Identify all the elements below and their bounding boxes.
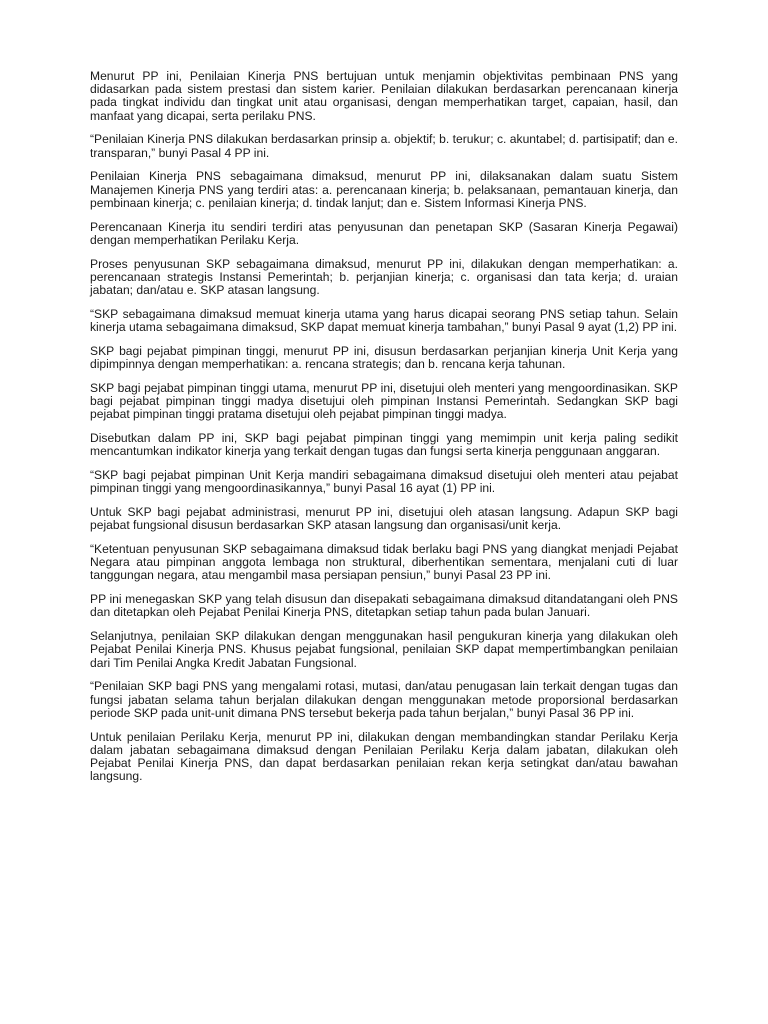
paragraph-16: Untuk penilaian Perilaku Kerja, menurut PP ini, dilakukan dengan membandingkan standar Perilaku Kerja dalam jabatan sebagaimana dimaksud dengan Penilaian Perilaku Kerja dalam jabatan, dilakukan oleh Pejabat Penilai Kinerja PNS, dan dapat berdasarkan penilaian rekan kerja setingkat dan/atau bawahan langsung. [90,729,678,784]
paragraph-12: “Ketentuan penyusunan SKP sebagaimana dimaksud tidak berlaku bagi PNS yang diangkat menjadi Pejabat Negara atau pimpinan anggota lembaga non struktural, diberhentikan sementara, menjalani cuti di luar tanggungan negara, atau mengambil masa persiapan pensiun,” bunyi Pasal 23 PP ini. [90,542,678,583]
paragraph-1: Menurut PP ini, Penilaian Kinerja PNS bertujuan untuk menjamin objektivitas pembinaan PNS yang didasarkan pada sistem prestasi dan sistem karier. Penilaian dilakukan berdasarkan perencanaan kinerja pada tingkat individu dan tingkat unit atau organisasi, dengan memperhatikan target, capaian, hasil, dan manfaat yang dicapai, serta perilaku PNS. [90,69,678,123]
paragraph-10: “SKP bagi pejabat pimpinan Unit Kerja mandiri sebagaimana dimaksud disetujui oleh menteri atau pejabat pimpinan tinggi yang mengoordinasikannya,” bunyi Pasal 16 ayat (1) PP ini. [90,468,678,496]
paragraph-14: Selanjutnya, penilaian SKP dilakukan dengan menggunakan hasil pengukuran kinerja yang dilakukan oleh Pejabat Penilai Kinerja PNS. Khusus pejabat fungsional, penilaian SKP dapat mempertimbangkan penilaian dari Tim Penilai Angka Kredit Jabatan Fungsional. [90,629,678,670]
paragraph-4: Perencanaan Kinerja itu sendiri terdiri atas penyusunan dan penetapan SKP (Sasaran Kinerja Pegawai) dengan memperhatikan Perilaku Kerja. [90,219,678,247]
document-page [90,70,678,794]
paragraph-2: “Penilaian Kinerja PNS dilakukan berdasarkan prinsip a. objektif; b. terukur; c. akuntabel; d. partisipatif; dan e. transparan,” bunyi Pasal 4 PP ini. [90,132,678,160]
paragraph-9: Disebutkan dalam PP ini, SKP bagi pejabat pimpinan tinggi yang memimpin unit kerja paling sedikit mencantumkan indikator kinerja yang terkait dengan tugas dan fungsi serta kinerja penggunaan anggaran. [90,431,678,459]
paragraph-5: Proses penyusunan SKP sebagaimana dimaksud, menurut PP ini, dilakukan dengan memperhatikan: a. perencanaan strategis Instansi Pemerintah; b. perjanjian kinerja; c. organisasi dan tata kerja; d. uraian jabatan; dan/atau e. SKP atasan langsung. [90,256,678,298]
paragraph-11: Untuk SKP bagi pejabat administrasi, menurut PP ini, disetujui oleh atasan langsung. Adapun SKP bagi pejabat fungsional disusun berdasarkan SKP atasan langsung dan organisasi/unit kerja. [90,505,678,533]
paragraph-6: “SKP sebagaimana dimaksud memuat kinerja utama yang harus dicapai seorang PNS setiap tahun. Selain kinerja utama sebagaimana dimaksud, SKP dapat memuat kinerja tambahan,” bunyi Pasal 9 ayat (1,2) PP ini. [90,306,678,335]
paragraph-15: “Penilaian SKP bagi PNS yang mengalami rotasi, mutasi, dan/atau penugasan lain terkait dengan tugas dan fungsi jabatan selama tahun berjalan dilakukan dengan menggunakan metode proporsional berdasarkan periode SKP pada unit-unit dimana PNS tersebut bekerja pada tahun berjalan,” bunyi Pasal 36 PP ini. [90,679,678,720]
paragraph-3: Penilaian Kinerja PNS sebagaimana dimaksud, menurut PP ini, dilaksanakan dalam suatu Sistem Manajemen Kinerja PNS yang terdiri atas: a. perencanaan kinerja; b. pelaksanaan, pemantauan kinerja, dan pembinaan kinerja; c. penilaian kinerja; d. tindak lanjut; dan e. Sistem Informasi Kinerja PNS. [90,169,678,210]
paragraph-7: SKP bagi pejabat pimpinan tinggi, menurut PP ini, disusun berdasarkan perjanjian kinerja Unit Kerja yang dipimpinnya dengan memperhatikan: a. rencana strategis; dan b. rencana kerja tahunan. [90,343,678,372]
paragraph-8: SKP bagi pejabat pimpinan tinggi utama, menurut PP ini, disetujui oleh menteri yang mengoordinasikan. SKP bagi pejabat pimpinan tinggi madya disetujui oleh pimpinan Instansi Pemerintah. Sedangkan SKP bagi pejabat pimpinan tinggi pratama disetujui oleh pejabat pimpinan tinggi madya. [90,380,678,422]
paragraph-13: PP ini menegaskan SKP yang telah disusun dan disepakati sebagaimana dimaksud ditandatangani oleh PNS dan ditetapkan oleh Pejabat Penilai Kinerja PNS, ditetapkan setiap tahun pada bulan Januari. [90,592,678,620]
